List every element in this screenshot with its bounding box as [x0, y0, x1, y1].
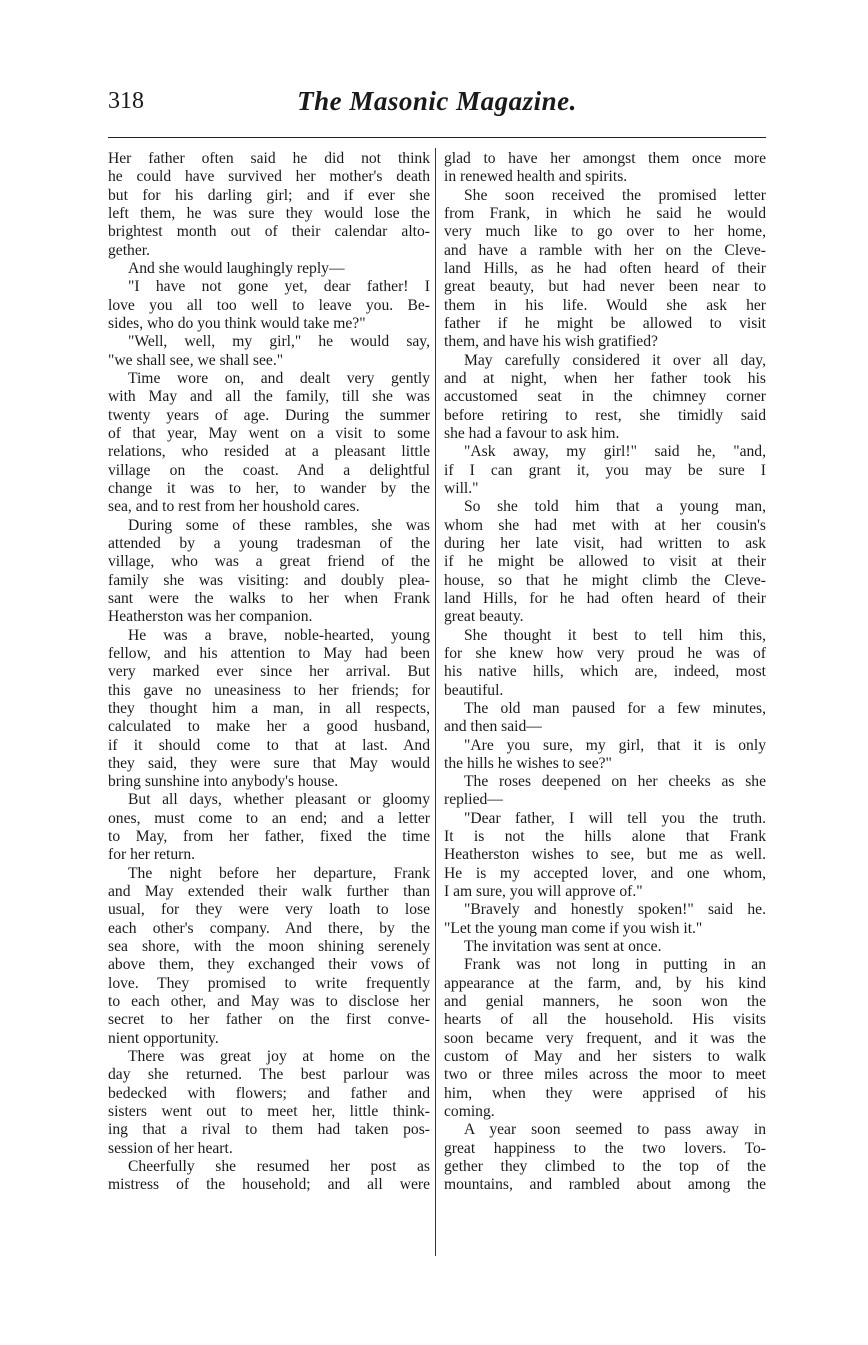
text-line: great happiness to the two lovers. To-: [444, 1139, 766, 1157]
text-line: So she told him that a young man,: [464, 498, 766, 516]
text-line: change it was to her, to wander by the: [108, 479, 430, 497]
right-column: [444, 150, 766, 1195]
text-line: above them, they exchanged their vows of: [108, 956, 430, 974]
text-line: left them, he was sure they would lose the: [108, 204, 430, 222]
text-line: glad to have her amongst them once more: [444, 150, 766, 167]
text-line: this gave no uneasiness to her friends; for: [108, 681, 430, 699]
text-line: sisters went out to meet her, little think-: [108, 1103, 430, 1121]
text-line: relations, who resided at a pleasant little: [108, 443, 430, 461]
text-line: hearts of all the household. His visits: [444, 1011, 766, 1029]
text-line: before retiring to rest, she timidly said: [444, 406, 766, 424]
text-line: secret to her father on the first conve-: [108, 1011, 430, 1029]
text-line: "Well, well, my girl," he would say,: [128, 333, 430, 351]
text-line: from Frank, in which he said he would: [444, 204, 766, 222]
text-line: accustomed seat in the chimney corner: [444, 388, 766, 406]
text-line: usual, for they were very loath to lose: [108, 901, 430, 919]
text-line: fellow, and his attention to May had been: [108, 644, 430, 662]
text-line: mistress of the household; and all were: [108, 1176, 430, 1194]
text-line: he could have survived her mother's death: [108, 168, 430, 186]
text-line: and genial manners, he soon won the: [444, 993, 766, 1011]
text-line: gether they climbed to the top of the: [444, 1158, 766, 1176]
text-line: sides, who do you think would take me?": [108, 314, 366, 332]
left-column: [108, 150, 430, 1195]
text-line: and then said—: [444, 718, 542, 736]
text-line: Heatherston wishes to see, but me as well.: [444, 846, 766, 864]
text-line: He was a brave, noble-hearted, young: [128, 626, 430, 644]
text-line: session of her heart.: [108, 1139, 233, 1157]
text-line: twenty years of age. During the summer: [108, 406, 430, 424]
column-divider: [435, 148, 436, 1256]
text-line: village, who was a great friend of the: [108, 553, 430, 571]
text-line: if I can grant it, you may be sure I: [444, 461, 766, 479]
text-line: day she returned. The best parlour was: [108, 1066, 430, 1084]
text-line: sea shore, with the moon shining serenely: [108, 938, 430, 956]
running-title: The Masonic Magazine.: [297, 86, 577, 116]
header-rule: [108, 137, 766, 138]
text-line: A year soon seemed to pass away in: [464, 1121, 766, 1139]
text-line: they said, they were sure that May would: [108, 754, 430, 772]
text-line: She thought it best to tell him this,: [464, 626, 766, 644]
text-line: It is not the hills alone that Frank: [444, 828, 766, 846]
page-number: 318: [108, 88, 144, 114]
text-line: ones, must come to an end; and a letter: [108, 809, 430, 827]
text-line: Her father often said he did not think: [108, 150, 430, 167]
text-line: custom of May and her sisters to walk: [444, 1048, 766, 1066]
text-line: house, so that he might climb the Cleve-: [444, 571, 766, 589]
text-line: land Hills, for he had often heard of their: [444, 589, 766, 607]
text-line: them in his life. Would she ask her: [444, 296, 766, 314]
text-line: gether.: [108, 241, 150, 259]
text-line: beautiful.: [444, 681, 504, 699]
page-header: [108, 86, 766, 126]
text-line: "we shall see, we shall see.": [108, 351, 284, 369]
text-line: There was great joy at home on the: [128, 1048, 430, 1066]
text-line: great beauty.: [444, 608, 524, 626]
text-line: appearance at the farm, and, by his kind: [444, 974, 766, 992]
text-line: During some of these rambles, she was: [128, 516, 430, 534]
text-line: for her return.: [108, 846, 196, 864]
text-line: The invitation was sent at once.: [464, 938, 662, 956]
text-line: She soon received the promised letter: [464, 186, 766, 204]
text-line: replied—: [444, 791, 503, 809]
text-line: bedecked with flowers; and father and: [108, 1084, 430, 1102]
text-line: in renewed health and spirits.: [444, 168, 628, 186]
text-line: soon became very frequent, and it was the: [444, 1029, 766, 1047]
text-line: and have a ramble with her on the Cleve-: [444, 241, 766, 259]
text-line: "Let the young man come if you wish it.": [444, 919, 703, 937]
text-line: but for his darling girl; and if ever she: [108, 186, 430, 204]
text-line: "Are you sure, my girl, that it is only: [464, 736, 766, 754]
text-line: and May extended their walk further than: [108, 883, 430, 901]
text-line: each other's company. And there, by the: [108, 919, 430, 937]
text-line: "Ask away, my girl!" said he, "and,: [464, 443, 766, 461]
text-line: brightest month out of their calendar alto-: [108, 223, 430, 241]
text-line: sant were the walks to her when Frank: [108, 589, 430, 607]
text-line: The roses deepened on her cheeks as she: [464, 773, 766, 791]
text-line: nient opportunity.: [108, 1029, 219, 1047]
text-line: his native hills, which are, indeed, most: [444, 663, 766, 681]
text-line: whom she had met with at her cousin's: [444, 516, 766, 534]
text-line: very much like to go over to her home,: [444, 223, 766, 241]
text-line: during her late visit, had written to ask: [444, 534, 766, 552]
text-line: very marked ever since her arrival. But: [108, 663, 430, 681]
text-line: village on the coast. And a delightful: [108, 461, 430, 479]
text-line: Cheerfully she resumed her post as: [128, 1158, 430, 1176]
text-line: of that year, May went on a visit to some: [108, 424, 430, 442]
text-line: great beauty, but had never been near to: [444, 278, 766, 296]
text-line: coming.: [444, 1103, 495, 1121]
text-line: "I have not gone yet, dear father! I: [128, 278, 430, 296]
text-line: and at night, when her father took his: [444, 369, 766, 387]
text-line: the hills he wishes to see?": [444, 754, 612, 772]
text-line: Heatherston was her companion.: [108, 608, 313, 626]
text-line: love. They promised to write frequently: [108, 974, 430, 992]
text-line: them, and have his wish gratified?: [444, 333, 658, 351]
text-line: "Bravely and honestly spoken!" said he.: [464, 901, 766, 919]
text-line: family she was visiting: and doubly plea-: [108, 571, 430, 589]
text-line: him, when they were apprised of his: [444, 1084, 766, 1102]
text-line: mountains, and rambled about among the: [444, 1176, 766, 1194]
text-line: if he might be allowed to visit at their: [444, 553, 766, 571]
text-line: will.": [444, 479, 479, 497]
text-line: But all days, whether pleasant or gloomy: [128, 791, 430, 809]
text-line: ing that a rival to them had taken pos-: [108, 1121, 430, 1139]
text-line: May carefully considered it over all day,: [464, 351, 766, 369]
text-line: to May, from her father, fixed the time: [108, 828, 430, 846]
text-line: love you all too well to leave you. Be-: [108, 296, 430, 314]
text-line: Time wore on, and dealt very gently: [128, 369, 430, 387]
text-line: attended by a young tradesman of the: [108, 534, 430, 552]
text-line: calculated to make her a good husband,: [108, 718, 430, 736]
text-line: two or three miles across the moor to meet: [444, 1066, 766, 1084]
text-line: Frank was not long in putting in an: [464, 956, 766, 974]
text-line: And she would laughingly reply—: [128, 259, 345, 277]
text-line: with May and all the family, till she was: [108, 388, 430, 406]
text-line: "Dear father, I will tell you the truth.: [464, 809, 766, 827]
text-line: I am sure, you will approve of.": [444, 883, 643, 901]
text-line: He is my accepted lover, and one whom,: [444, 864, 766, 882]
text-line: The old man paused for a few minutes,: [464, 699, 766, 717]
text-line: bring sunshine into anybody's house.: [108, 773, 339, 791]
text-line: they thought him a man, in all respects,: [108, 699, 430, 717]
text-line: she had a favour to ask him.: [444, 424, 620, 442]
text-line: The night before her departure, Frank: [128, 864, 430, 882]
text-line: if it should come to that at last. And: [108, 736, 430, 754]
text-line: father if he might be allowed to visit: [444, 314, 766, 332]
text-line: for she knew how very proud he was of: [444, 644, 766, 662]
text-line: land Hills, as he had often heard of their: [444, 259, 766, 277]
text-line: sea, and to rest from her houshold cares.: [108, 498, 360, 516]
text-line: to each other, and May was to disclose her: [108, 993, 430, 1011]
